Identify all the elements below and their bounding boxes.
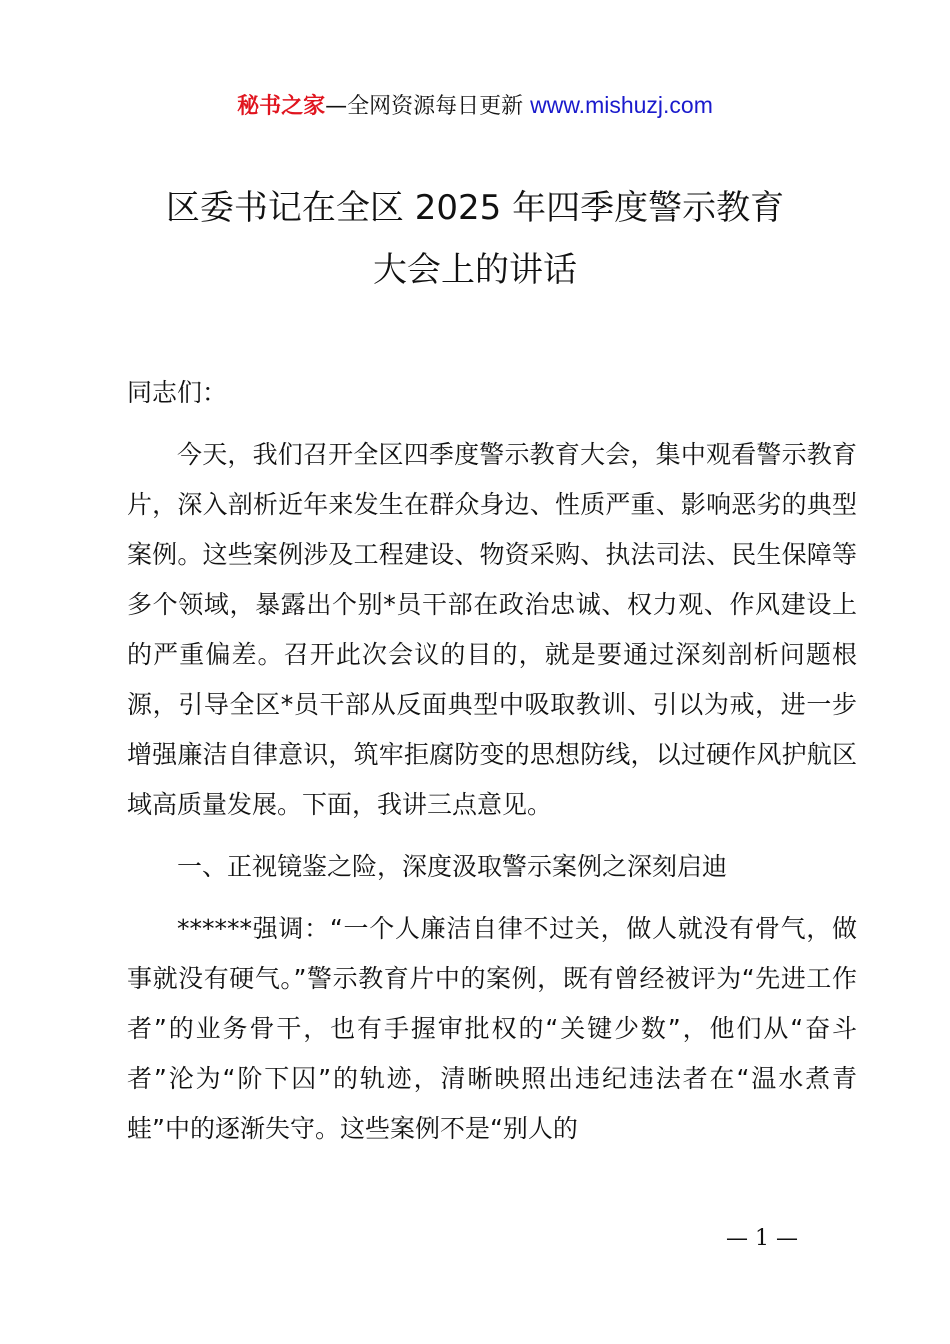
brand-name: 秘书之家 — [237, 94, 326, 119]
header-tagline: —全网资源每日更新 — [325, 94, 531, 119]
site-header — [0, 88, 950, 124]
section-heading-1: 一、正视镜鉴之险，深度汲取警示案例之深刻启迪 — [177, 852, 728, 881]
document-title-line-1: 区委书记在全区 2025 年四季度警示教育 — [165, 188, 785, 228]
paragraph-section-1: ******强调：“一个人廉洁自律不过关，做人就没有骨气，做事就没有硬气。”警示教育片中的案例，既有曾经被评为“先进工作者”的业务骨干，也有手握审批权的“关键少数”，他们从“奋斗者”沦为“阶下囚”的轨迹，清晰映照出违纪违法者在“温水煮青蛙”中的逐渐失守。这些案例不是“别人的 — [127, 914, 857, 1143]
header-url[interactable]: www.mishuzj.com — [530, 92, 713, 118]
document-title-line-2: 大会上的讲话 — [373, 250, 577, 290]
salutation: 同志们： — [127, 378, 228, 407]
paragraph-intro: 今天，我们召开全区四季度警示教育大会，集中观看警示教育片，深入剖析近年来发生在群众身边、性质严重、影响恶劣的典型案例。这些案例涉及工程建设、物资采购、执法司法、民生保障等多个领域，暴露出个别*员干部在政治忠诚、权力观、作风建设上的严重偏差。召开此次会议的目的，就是要通过深刻剖析问题根源，引导全区*员干部从反面典型中吸取教训、引以为戒，进一步增强廉洁自律意识，筑牢拒腐防变的思想防线，以过硬作风护航区域高质量发展。下面，我讲三点意见。 — [127, 440, 857, 819]
page-number: — 1 — — [726, 1226, 798, 1251]
